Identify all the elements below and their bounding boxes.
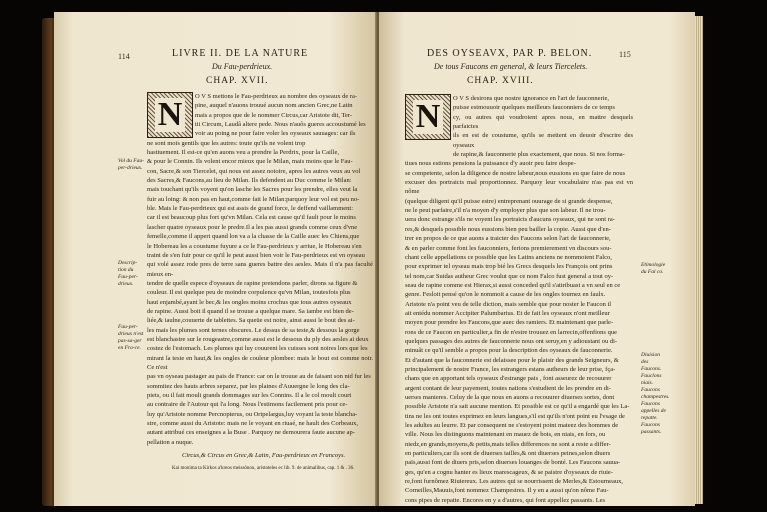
chapter-heading-right: CHAP. XVIII. [467,76,534,86]
text-line: puisse estmouuoir quelques meilleurs fauconniers de ce temps [453,104,615,112]
text-line: ne sont mois gentils que les autres: toute qu'ils ne volent trop [147,139,306,147]
body-text-right [405,94,633,505]
text-line: stre, comme aussi du Aristote: mais ne le voyant en riuaé, ne hault des Corbeaux, [147,420,359,428]
margin-note-vol: Vol du Fau-per-drieux. [118,158,144,171]
text-line: argent contant de leur payement, toutes nations s'estudient de les prendre en di- [405,384,611,392]
text-line: luy qu'Aristote nomme Percnopterus, ou Oripelargus,luy voyant la teste blancha- [147,410,358,418]
open-book [20,6,700,506]
running-head-right: DES OYSEAVX, PAR P. BELON. [427,48,593,59]
text-line: con, Sacre,& son Tiercelet, qui nous est assez notoire, apres les autres veux au vol [147,167,361,175]
text-line: Aristote n'a point veu de telle diction, mais semble que pour noster le Faucon il [405,300,612,308]
text-line: uera donc estrange s'ils ne voyent les portraicts d'aucuns oyseaux, qui ne sont ra- [405,216,615,224]
text-line: chans que en apportant tels oyseaux d'estrange pais , font asseurez de recouurer [405,375,612,383]
text-line: O V S mettons le Fau-perdrieux au nombre des oyseaux de ra- [195,93,358,100]
text-line: piets, ou il fait moult grands dommages sur les Connins. Il a le col moult court [147,392,352,399]
text-line: de rapine,& fauconnerie plus exactement, que nous. Si nos forma- [453,151,625,159]
text-line: res,& desquels possible nous eussions bien peu bailler la copie. Aussi que d'en- [405,225,611,233]
text-line: voir au poing ne pour faire voler les oyseaux sauuages: car ils [195,130,356,138]
text-line: païs,aussi font de diuers pris,selon diuerses louanges de bonté. Les Faucons sauua- [405,459,621,467]
text-line: car il est beaucoup plus fort qu'vn Milan. Cela est cause qu'il fault pour le moins [147,214,356,222]
text-line: traint de s'en fuir pour ce qu'il le peut aussi bien voir le Fau-perdrieux est vn oyseau [147,251,365,259]
text-line: couleur. Il est quelque peu de moindre corpulence qu'vn Milan, toutesfois plus [147,289,351,297]
text-line: uerses manieres. Celuy de la que nous en auons a recouurer diuerses sortes, dont [405,394,615,401]
text-line: seau de rapine comme est Hierax,si aussi conceded qu'il s'attribuast a vn seul en ce [405,281,621,289]
text-line: en particuliers,car ils sont de diuerses tailles,& ont diuerses peines,selon diuers [405,450,611,458]
figure-caption: Circus,& Circus en Grec,& Latin, Fau-perdrieux en Francoys. [182,452,346,459]
text-line: qui volé assez rode pres de terre sans gueres battre des aesles. Mais il n'a pas faculté mieux en- [147,261,373,278]
text-line: re,font furnômez Riuiereux. Les autres qui se nourrissent de Merles,& Estourneaux, [405,478,624,486]
text-line: rons de ce Faucon en particulier,a fin de n'estre trouuez en larrecin,offenfions que [405,328,617,336]
margin-note-description: Descrip-tion du Fau-per-drieux. [118,260,138,287]
text-line: cy, ou autres qui voudroient apres nous, en mattre desquels parfaictes [453,113,633,131]
text-line: & pour le Connin. Ils volent encor mieux que le Milan, mais moins que le Fau- [147,158,353,166]
drop-cap-initial-right: N [405,94,451,140]
text-line: genre. Fesloit pensé qu'on le nommoit a cause de les ongles tournez en faulx. [405,291,606,299]
text-line: minuât ce qu'il semble a propos pour la description des oyseaux de fauconnerie. [405,347,613,355]
text-line: costez de l'estomach. Les plumes qui luy couurent les cuisses sont noires lors que les [147,345,368,353]
text-line: excuser des portraicts mal proportionnez. Parquoy leur vocabulaire n'as pas est vn nôme [405,179,633,196]
text-line: des Sacres,& Faucons,au lieu de Milan. Ils defendent au Duc comme le Milan: [147,177,352,185]
text-line: de rapine. Aussi boit il quand il se trouue a quelque mare. Sa iambe est bien de- [147,307,354,315]
text-line: moyen pour prendre les Faucons,que auec des ramiers. Et maintenant que parle- [405,319,614,327]
subhead-right: De tous Faucons en general, & leurs Tiercelets. [434,62,588,71]
margin-note-passager: Fau-per-drieux n'est pas-sa-ger en Fra-ce. [118,324,144,351]
right-page [379,12,695,506]
text-line: fuir au loing: & non pas en haut,comme fait le Milan:parquoy leur vol est peu no- [147,195,360,203]
text-line: & en parler comme font les fauconniers, ferions premierement vn discours sou- [405,244,612,252]
text-line: femelle,comme il appert quand lon va a la chasse de la Caille auec les Chiens,que [147,233,360,241]
text-line: tendre de quelle espece d'oyseaux de rapine pretendons parler, dirons sa figure & [147,279,358,287]
text-line: pas vn oyseau pastager au pais de France: car on le trouue au de faisant son nid fur les [147,373,371,381]
text-line: tii Circum, Laudâ altere pede. Nous n'auôs gueres accoustumé les [195,121,366,129]
text-line: ne le peut parfaire,s'il n'a moyen d'y employer plus que son labeur. Il ne trou- [405,207,606,215]
text-line: niedz,en grands,moyens,& petits,mais telles differences ne sont a reste a differ- [405,440,611,448]
chapter-heading-left: CHAP. XVII. [206,76,269,86]
text-line: mirant la teste en haut,& les ongles de couleur plombee: mais le bout est comme noir. Ce n'est [147,354,373,371]
left-page [54,12,377,506]
text-line: est blanchastre sur le rougeastre,comme aussi est le dessous du ply des aesles ai deux [147,335,369,343]
text-line: ils en est de coustume, qu'ils se mettent en deuoir d'escrire des oyseaux [453,132,633,149]
text-line: chant celle appellations ce possible que les Latins anciens ne nommoient Falco, [405,253,612,261]
text-line: pour exprimer tel oyseau mais trop bié les Grecs desquels les François ont prins [405,263,613,271]
text-line: ait entédu nommer Accipiter Palumbarius. Et de fait les oyseaux n'ont meilleur [405,309,610,317]
text-line: ges, qu'en a cognu hanter es lieux marescageux, & se paistre d'oyseaux de riuie- [405,468,613,476]
text-line: tel nom,car Suidas autheur Grec voulut que ce nom Falco fust general a tout oy- [405,272,614,280]
text-line: O V S desirons que nostre ignorance en l'art de fauconnerie, [453,95,609,102]
text-line: cons pipes de repatte. Encores en y a d'autres, qui font appellez passants. Les [405,496,606,504]
page-number-right: 115 [619,50,631,59]
text-line: tiues nous estions pensions la puissance d'y auoir peu faire despe- [405,160,576,168]
text-line: les adultes au leurre. Et par consequent ne s'estoyent point mateez des hommes de [405,422,619,430]
text-line: mais touchant qu'ils voyent qu'on lasche les Sacres pour les prendre, elles veut la [147,186,358,194]
text-line: tins ne les ont toutes exprimez en leurs langues,s'il est qu'ils n'ont point eu l'vsage de [405,412,625,420]
text-line: au contraire de l'Autour qui l'a long. Nous l'estimons facilement pris pour ce- [147,401,348,409]
subhead-left: Du Fau-perdrieux. [212,62,273,71]
text-line: mais a propos que de le nommer Circus,car Aristote dit, Ter- [195,111,353,119]
text-line: autant attribué ces enseignes a la Buse . Parquoy ne demourera faute aucune ap- [147,429,355,437]
text-line: trer en propos de ce que auons a traicter des Faucons selon l'art de fauconnerie, [405,235,611,243]
text-line: pine, auquel n'auons trouué aucun nom ancien Grec,ne Latin [195,102,353,110]
text-line: hastiuement. Il est-ce qu'en auons veu a prendre la Perdrix, pour la Caille, [147,149,339,157]
text-line: sommitez des hauts arbres separez, par les plaines d'Auuergne le long des cla- [147,382,350,390]
right-page-edges [695,16,703,504]
drop-cap-initial-left: N [147,92,193,138]
text-line: ville. Nous les distinguons maintenant en mauez de bois, en niais, en fors, ou [405,431,606,439]
running-head-left: LIVRE II. DE LA NATURE [172,48,309,59]
text-line: Corneilles,Mauuis,font nommez Champestres. Il y en a aussi qu'on nôme Fau- [405,487,609,495]
margin-note-divisions: Diuision des Faucons. Fauclons niais. Faucons champestres. Faucons appelles de repatte. Faucons passants. [641,352,670,435]
greek-citation: Kai monima ta Kirkos a'kreos meissônou, aristoteles ec lib. 9. de animalibus, cap. 1 & . 36. [172,466,355,471]
body-text-left [147,92,373,447]
text-line: principalement de nostre France, les estrangers estans autheurs de leur prise, fça- [405,365,616,373]
text-line: Et d'autant que la fauconnerie est delaissee pour le plaisir des grands Seigneurs, & [405,356,619,364]
margin-note-etymology: Etimologie du Fal co. [641,262,666,275]
text-line: possible Aristote n'a sait aucune mention. Et possible est ce qu'il a engardé que les La- [405,403,630,411]
text-line: ble. Mais le Fau-perdrieux qui est assis de grand force, le deffend vaillamment: [147,205,354,213]
text-line: se competente, selon la diligence de nostre labeur,nous eussions eu que faire de nous [405,169,626,177]
text-line: quelques passages des autres de fauconnerie nous ont seruy,en y adioustant ou di- [405,337,618,345]
text-line: (quelque diligent qu'il puisse estre) entreprenant ouurage de si grande despense, [405,197,613,205]
text-line: liée,& iaulne,couuerte de tablettes. Sa queüe est noire, ainsi aussi le bout des ai- [147,317,355,325]
text-line: le Hobereau les a coustume fuyure a ce le Fau-perdrieux y arriue, le Hobereau s'en [147,242,362,250]
text-line: haut enjambé,ayant le bec,& les ongles moins crochus que tous autres oyseaux [147,298,352,306]
text-line: les mais les plumes sont ternes obscures. Le dessus de sa teste,& dessous la gorge [147,326,360,334]
text-line: pellation a nuque. [147,438,194,446]
text-line: lascher quatre oyseaux pour le predre.Il a les pas aussi grands comme ceux d'vne [147,223,358,231]
page-number-left: 114 [118,52,130,61]
